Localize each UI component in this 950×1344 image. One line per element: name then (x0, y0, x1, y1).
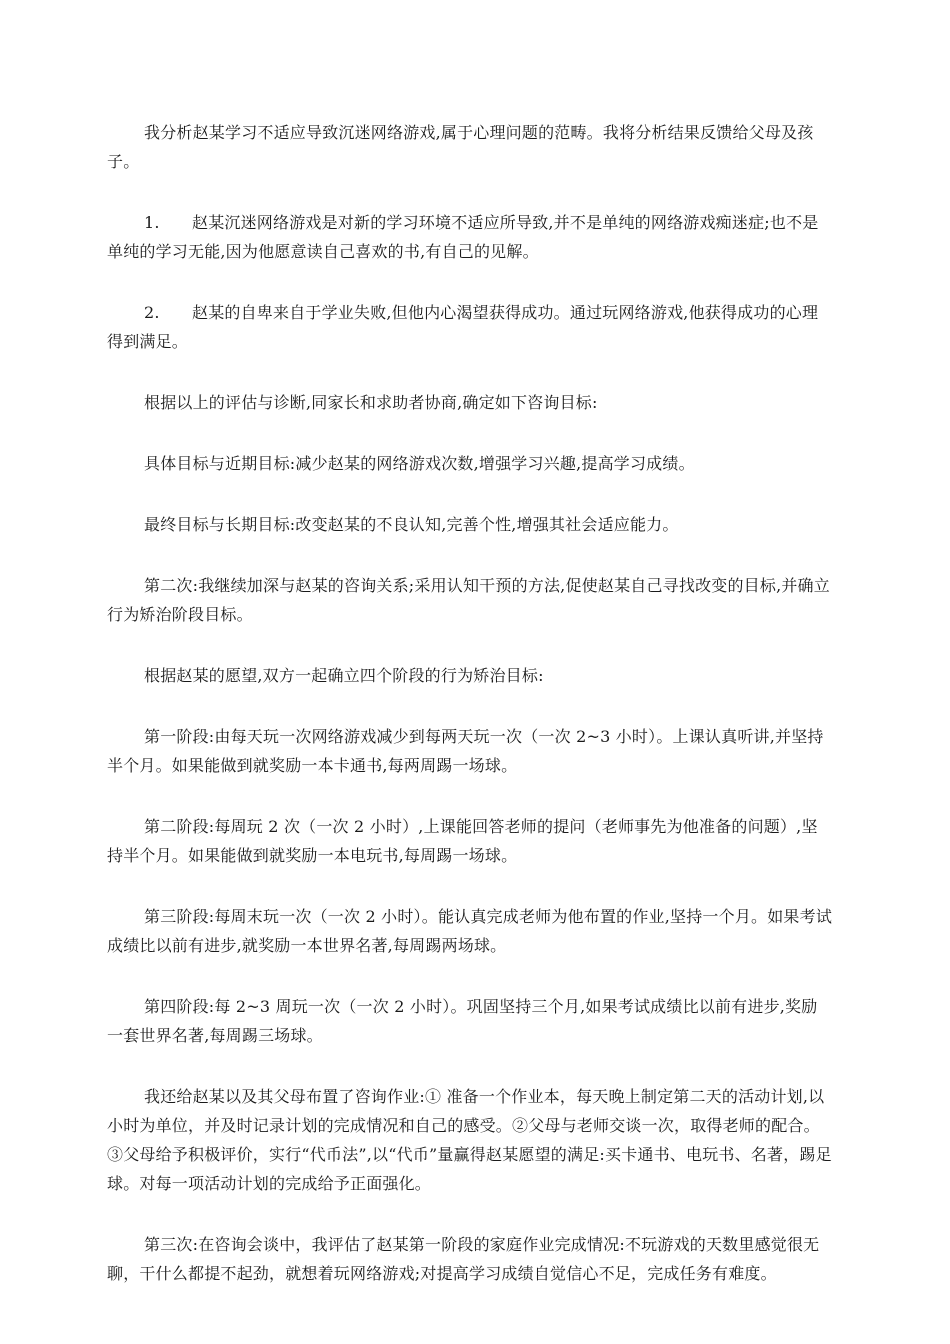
paragraph-long-term-goal: 最终目标与长期目标:改变赵某的不良认知,完善个性,增强其社会适应能力。 (144, 515, 679, 534)
item-number: 1. (144, 213, 160, 232)
paragraph-third-session: 第三次:在咨询会谈中，我评估了赵某第一阶段的家庭作业完成情况:不玩游戏的天数里感觉很无聊，干什么都提不起劲，就想着玩网络游戏;对提高学习成绩自觉信心不足，完成任务有难度。 (107, 1235, 820, 1283)
paragraph-short-term-goal: 具体目标与近期目标:减少赵某的网络游戏次数,增强学习兴趣,提高学习成绩。 (144, 454, 695, 473)
numbered-item-2 (107, 298, 833, 356)
paragraph-stage-3: 第三阶段:每周末玩一次（一次 2 小时）。能认真完成老师为他布置的作业,坚持一个月。如果考试成绩比以前有进步,就奖励一本世界名著,每周踢两场球。 (107, 907, 833, 955)
item-text: 赵某的自卑来自于学业失败,但他内心渴望获得成功。通过玩网络游戏,他获得成功的心理得到满足。 (107, 303, 819, 351)
paragraph-goals-intro: 根据以上的评估与诊断,同家长和求助者协商,确定如下咨询目标: (144, 393, 598, 412)
numbered-item-1 (107, 208, 833, 266)
paragraph-stage-1: 第一阶段:由每天玩一次网络游戏减少到每两天玩一次（一次 2~3 小时）。上课认真听讲,并坚持半个月。如果能做到就奖励一本卡通书,每两周踢一场球。 (107, 727, 824, 775)
paragraph-stage-2: 第二阶段:每周玩 2 次（一次 2 小时）,上课能回答老师的提问（老师事先为他准备的问题）,坚持半个月。如果能做到就奖励一本电玩书,每周踢一场球。 (107, 817, 818, 865)
paragraph-stage-4: 第四阶段:每 2~3 周玩一次（一次 2 小时）。巩固坚持三个月,如果考试成绩比以前有进步,奖励一套世界名著,每周踢三场球。 (107, 997, 818, 1045)
document-page (107, 118, 833, 1320)
paragraph-homework: 我还给赵某以及其父母布置了咨询作业:① 准备一个作业本，每天晚上制定第二天的活动计划,以小时为单位，并及时记录计划的完成情况和自己的感受。②父母与老师交谈一次，取得老师的配合。③父母给予积极评价，实行“代币法”,以“代币”量赢得赵某愿望的满足:买卡通书、电玩书、名著，踢足球。对每一项活动计划的完成给予正面强化。 (107, 1087, 832, 1193)
paragraph-second-session: 第二次:我继续加深与赵某的咨询关系;采用认知干预的方法,促使赵某自己寻找改变的目标,并确立行为矫治阶段目标。 (107, 576, 830, 624)
paragraph-analysis: 我分析赵某学习不适应导致沉迷网络游戏,属于心理问题的范畴。我将分析结果反馈给父母及孩子。 (107, 123, 814, 171)
item-number: 2. (144, 303, 160, 322)
paragraph-stage-intro: 根据赵某的愿望,双方一起确立四个阶段的行为矫治目标: (144, 666, 544, 685)
item-text: 赵某沉迷网络游戏是对新的学习环境不适应所导致,并不是单纯的网络游戏痴迷症;也不是单纯的学习无能,因为他愿意读自己喜欢的书,有自己的见解。 (107, 213, 819, 261)
